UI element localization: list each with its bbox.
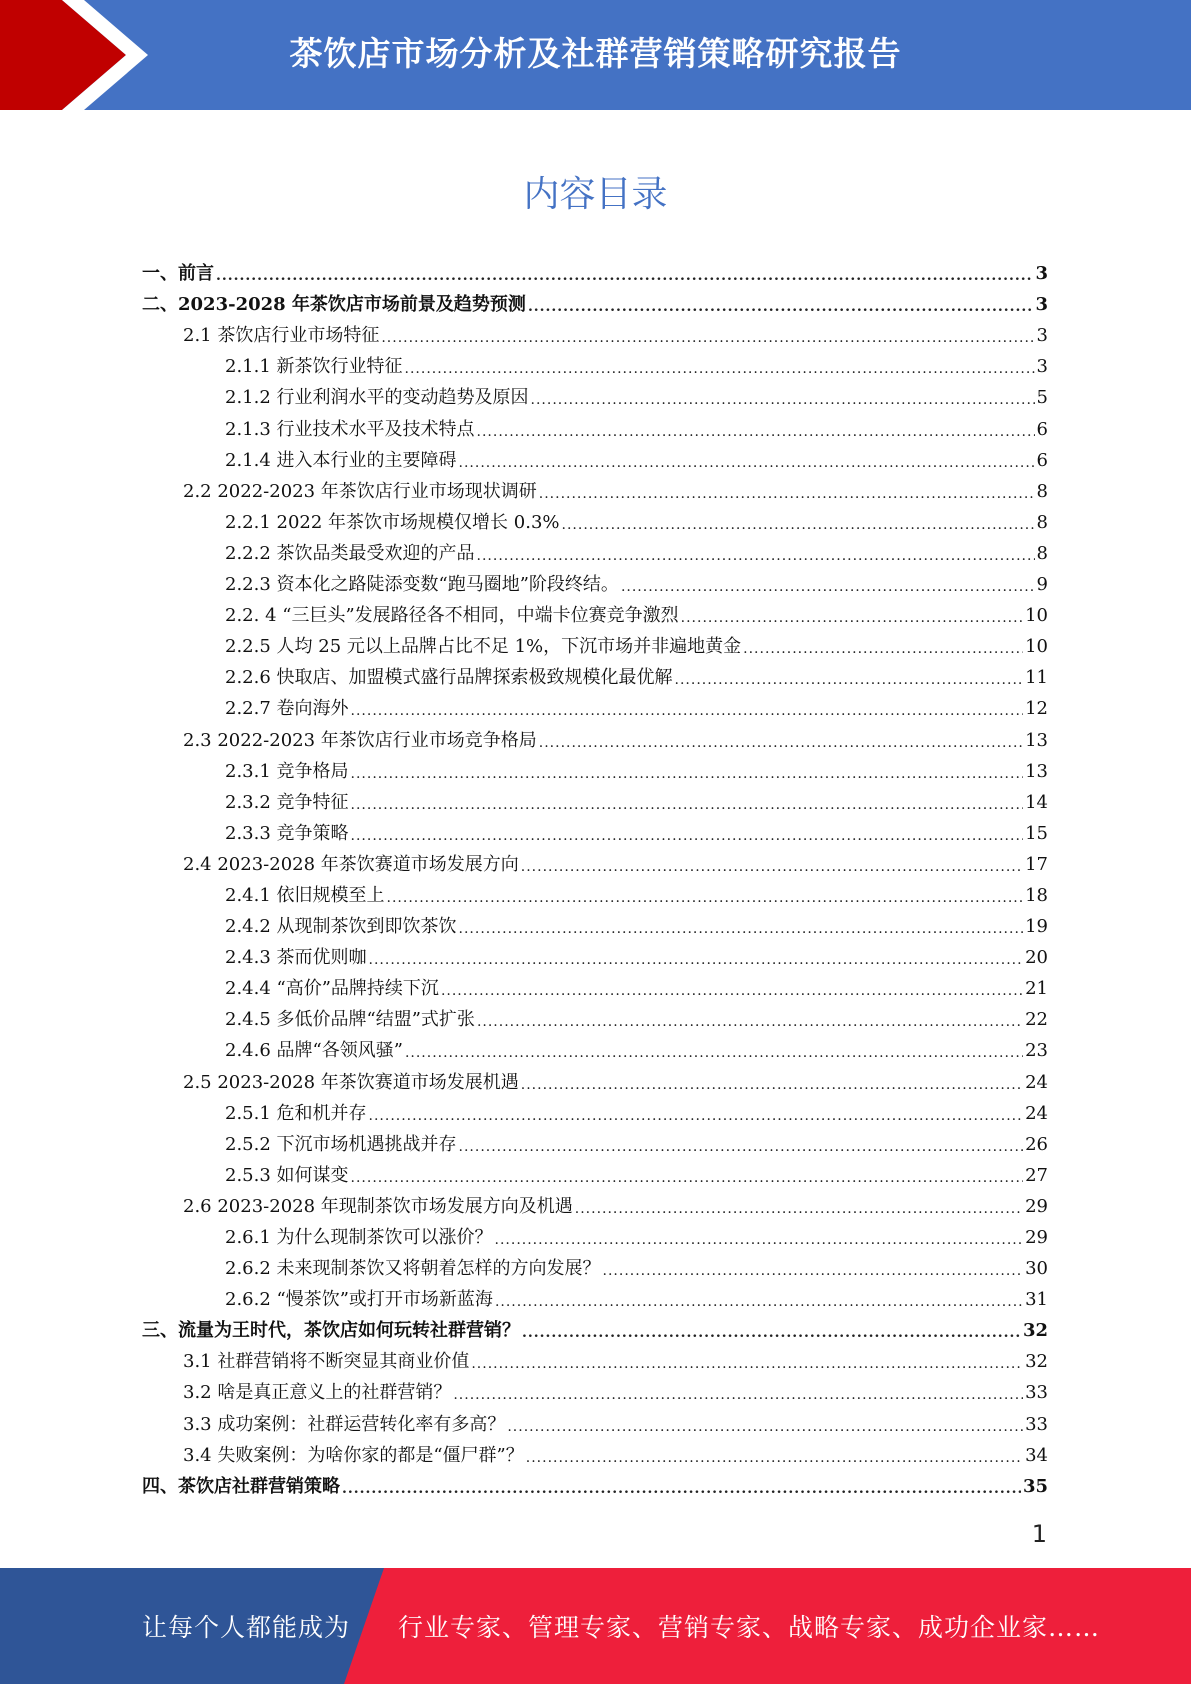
- toc-entry-title: 2.2 2022-2023 年茶饮店行业市场现状调研: [183, 480, 537, 502]
- toc-entry-title: 2.4.4 “高价”品牌持续下沉: [225, 978, 439, 1000]
- toc-entry-title: 2.4.6 品牌“各领风骚”: [225, 1040, 403, 1062]
- toc-entry-page: 3: [1036, 325, 1048, 347]
- toc-entry-page: 5: [1036, 387, 1048, 409]
- toc-entry-page: 32: [1022, 1320, 1048, 1342]
- toc-entry-title: 2.5 2023-2028 年茶饮赛道市场发展机遇: [183, 1071, 519, 1093]
- toc-entry-title: 2.5.1 危和机并存: [225, 1102, 367, 1124]
- toc-dot-leader: [521, 858, 1023, 876]
- toc-entry-title: 2.1.4 进入本行业的主要障碍: [225, 449, 457, 471]
- toc-dot-leader: [562, 516, 1035, 534]
- toc-dot-leader: [381, 329, 1034, 347]
- toc-entry[interactable]: [142, 752, 1048, 783]
- toc-entry-page: 13: [1025, 729, 1048, 751]
- toc-dot-leader: [531, 391, 1035, 409]
- toc-entry-title: 2.1.3 行业技术水平及技术特点: [225, 418, 475, 440]
- toc-entry-page: 18: [1025, 884, 1048, 906]
- toc-entry-page: 34: [1025, 1444, 1048, 1466]
- toc-dot-leader: [453, 1386, 1023, 1404]
- toc-entry-title: 2.6.1 为什么现制茶饮可以涨价？: [225, 1227, 493, 1248]
- toc-entry-title: 2.4.3 茶而优则咖: [225, 947, 367, 969]
- toc-entry-page: 10: [1025, 605, 1048, 627]
- toc-dot-leader: [459, 454, 1035, 472]
- toc-entry-title: 2.6.2 “慢茶饮”或打开市场新蓝海: [225, 1289, 493, 1311]
- toc-dot-leader: [539, 485, 1035, 503]
- toc-entry[interactable]: [142, 1342, 1048, 1373]
- toc-entry-title: 2.4.1 依旧规模至上: [225, 884, 385, 906]
- toc-dot-leader: [743, 640, 1023, 658]
- toc-entry-title: 2.2. 4 “三巨头”发展路径各不相同，中端卡位赛竞争激烈: [225, 605, 679, 627]
- toc-dot-leader: [526, 1449, 1023, 1467]
- toc-entry[interactable]: [142, 720, 1048, 751]
- toc-dot-leader: [507, 1418, 1023, 1436]
- toc-dot-leader: [405, 360, 1035, 378]
- toc-entry-page: 23: [1025, 1040, 1048, 1062]
- toc-dot-leader: [459, 920, 1024, 938]
- toc-dot-leader: [387, 889, 1024, 907]
- toc-entry[interactable]: [142, 1125, 1048, 1156]
- toc-entry-title: 3.2 啥是真正意义上的社群营销？: [183, 1382, 452, 1404]
- toc-entry-page: 24: [1025, 1071, 1048, 1093]
- toc-entry-page: 22: [1025, 1009, 1048, 1031]
- toc-entry[interactable]: [142, 316, 1048, 347]
- toc-entry[interactable]: [142, 1094, 1048, 1125]
- page-footer: [0, 1568, 1191, 1684]
- footer-slogan-left: 让每个人都能成为: [142, 1613, 351, 1642]
- toc-entry-title: 四、茶饮店社群营销策略: [142, 1475, 340, 1497]
- toc-entry[interactable]: [142, 627, 1048, 658]
- toc-entry[interactable]: [142, 907, 1048, 938]
- toc-entry[interactable]: [142, 596, 1048, 627]
- toc-entry-title: 2.5.2 下沉市场机遇挑战并存: [225, 1133, 457, 1155]
- toc-entry-page: 6: [1036, 418, 1048, 440]
- toc-entry-title: 3.1 社群营销将不断突显其商业价值: [183, 1351, 470, 1373]
- toc-entry[interactable]: [142, 1436, 1048, 1467]
- toc-entry-title: 2.3.2 竞争特征: [225, 791, 349, 813]
- toc-entry[interactable]: [142, 689, 1048, 720]
- toc-dot-leader: [528, 298, 1034, 316]
- toc-dot-leader: [405, 1044, 1023, 1062]
- toc-entry-title: 2.3.3 竞争策略: [225, 822, 349, 844]
- toc-entry-page: 35: [1022, 1475, 1048, 1497]
- toc-entry-title: 2.1 茶饮店行业市场特征: [183, 325, 380, 347]
- toc-entry-page: 6: [1036, 449, 1048, 471]
- toc-entry-title: 2.2.7 卷向海外: [225, 698, 349, 720]
- toc-dot-leader: [621, 578, 1035, 596]
- toc-entry-page: 27: [1025, 1164, 1048, 1186]
- toc-entry-title: 2.2.1 2022 年茶饮市场规模仅增长 0.3%: [225, 511, 560, 533]
- toc-entry-page: 17: [1025, 853, 1048, 875]
- toc-dot-leader: [521, 1076, 1023, 1094]
- toc-entry-page: 10: [1025, 636, 1048, 658]
- toc-entry-page: 19: [1025, 916, 1048, 938]
- toc-dot-leader: [603, 1262, 1024, 1280]
- toc-heading: 内容目录: [523, 174, 668, 215]
- toc-entry-page: 30: [1025, 1258, 1048, 1280]
- toc-entry-title: 2.3.1 竞争格局: [225, 760, 349, 782]
- toc-entry[interactable]: [142, 1280, 1048, 1311]
- toc-dot-leader: [477, 423, 1035, 441]
- toc-entry[interactable]: [142, 876, 1048, 907]
- toc-entry-page: 13: [1025, 760, 1048, 782]
- report-title: 茶饮店市场分析及社群营销策略研究报告: [289, 34, 902, 73]
- toc-entry-title: 2.3 2022-2023 年茶饮店行业市场竞争格局: [183, 729, 537, 751]
- toc-dot-leader: [539, 734, 1023, 752]
- toc-entry[interactable]: [142, 1249, 1048, 1280]
- toc-entry-title: 2.4.2 从现制茶饮到即饮茶饮: [225, 916, 457, 938]
- toc-entry-page: 33: [1025, 1413, 1048, 1435]
- toc-entry[interactable]: [142, 783, 1048, 814]
- toc-entry-page: 24: [1025, 1102, 1048, 1124]
- toc-entry[interactable]: [142, 1218, 1048, 1249]
- toc-entry-title: 2.4.5 多低价品牌“结盟”式扩张: [225, 1009, 475, 1031]
- toc-entry-page: 11: [1025, 667, 1048, 689]
- toc-entry-page: 12: [1025, 698, 1048, 720]
- toc-entry-page: 8: [1036, 480, 1048, 502]
- toc-entry[interactable]: [142, 565, 1048, 596]
- toc-entry-page: 29: [1025, 1227, 1048, 1248]
- toc-dot-leader: [675, 671, 1024, 689]
- toc-entry[interactable]: [142, 409, 1048, 440]
- toc-entry[interactable]: [142, 1311, 1048, 1342]
- toc-entry[interactable]: [142, 814, 1048, 845]
- toc-entry-page: 8: [1036, 542, 1048, 564]
- toc-entry-page: 3: [1036, 356, 1048, 378]
- toc-dot-leader: [477, 1013, 1023, 1031]
- toc-dot-leader: [351, 796, 1024, 814]
- toc-dot-leader: [522, 1324, 1021, 1342]
- toc-entry-page: 3: [1035, 263, 1048, 285]
- toc-entry[interactable]: [142, 1467, 1048, 1498]
- toc-entry-page: 21: [1025, 978, 1048, 1000]
- toc-entry-title: 2.1.2 行业利润水平的变动趋势及原因: [225, 387, 529, 409]
- toc-entry-title: 2.6 2023-2028 年现制茶饮市场发展方向及机遇: [183, 1195, 573, 1217]
- toc-entry[interactable]: [142, 1000, 1048, 1031]
- toc-entry[interactable]: [142, 503, 1048, 534]
- toc-entry[interactable]: [142, 1187, 1048, 1218]
- toc-entry-title: 2.1.1 新茶饮行业特征: [225, 356, 403, 378]
- page-number: 1: [1031, 1520, 1047, 1548]
- toc-entry-page: 15: [1025, 822, 1048, 844]
- toc-dot-leader: [495, 1231, 1024, 1249]
- toc-entry[interactable]: [142, 1404, 1048, 1435]
- toc-entry-title: 2.2.3 资本化之路陡添变数“跑马圈地”阶段终结。: [225, 574, 619, 596]
- toc-entry-page: 33: [1025, 1382, 1048, 1404]
- toc-dot-leader: [477, 547, 1035, 565]
- toc-entry-page: 29: [1025, 1195, 1048, 1217]
- toc-dot-leader: [216, 267, 1033, 285]
- toc-entry-title: 3.4 失败案例：为啥你家的都是“僵尸群”？: [183, 1444, 524, 1466]
- toc-entry[interactable]: [142, 938, 1048, 969]
- page-header: [0, 0, 1191, 110]
- toc-entry[interactable]: [142, 378, 1048, 409]
- toc-entry-page: 20: [1025, 947, 1048, 969]
- toc-entry-title: 一、前言: [142, 263, 214, 285]
- toc-entry-page: 8: [1036, 511, 1048, 533]
- toc-dot-leader: [351, 827, 1024, 845]
- toc-dot-leader: [351, 765, 1024, 783]
- footer-slogan-right: 行业专家、管理专家、营销专家、战略专家、成功企业家……: [398, 1613, 1101, 1642]
- toc-dot-leader: [369, 1107, 1024, 1125]
- toc-entry-page: 9: [1036, 574, 1048, 596]
- toc-entry-title: 二、2023-2028 年茶饮店市场前景及趋势预测: [142, 294, 526, 316]
- toc-entry[interactable]: [142, 285, 1048, 316]
- toc-entry[interactable]: [142, 1373, 1048, 1404]
- toc-dot-leader: [681, 609, 1023, 627]
- toc-entry-title: 2.2.2 茶饮品类最受欢迎的产品: [225, 542, 475, 564]
- toc-entry[interactable]: [142, 1062, 1048, 1093]
- toc-entry[interactable]: [142, 969, 1048, 1000]
- toc-entry-page: 14: [1025, 791, 1048, 813]
- toc-entry-title: 2.6.2 未来现制茶饮又将朝着怎样的方向发展？: [225, 1258, 601, 1280]
- toc-entry-title: 3.3 成功案例：社群运营转化率有多高？: [183, 1413, 506, 1435]
- toc-entry-title: 三、流量为王时代，茶饮店如何玩转社群营销？: [142, 1320, 520, 1342]
- toc-dot-leader: [369, 951, 1024, 969]
- toc-entry-page: 3: [1035, 294, 1048, 316]
- toc-dot-leader: [351, 1169, 1024, 1187]
- toc-dot-leader: [342, 1480, 1021, 1498]
- toc-entry-page: 32: [1025, 1351, 1048, 1373]
- toc-entry[interactable]: [142, 472, 1048, 503]
- toc-entry-page: 26: [1025, 1133, 1048, 1155]
- toc-entry[interactable]: [142, 534, 1048, 565]
- toc-entry-page: 31: [1025, 1289, 1048, 1311]
- toc-entry[interactable]: [142, 1156, 1048, 1187]
- toc-dot-leader: [495, 1293, 1023, 1311]
- toc-entry[interactable]: [142, 845, 1048, 876]
- toc-entry-title: 2.4 2023-2028 年茶饮赛道市场发展方向: [183, 853, 519, 875]
- toc-entry-title: 2.2.6 快取店、加盟模式盛行品牌探索极致规模化最优解: [225, 667, 673, 689]
- toc-dot-leader: [441, 982, 1023, 1000]
- toc-dot-leader: [351, 702, 1024, 720]
- toc-dot-leader: [471, 1355, 1023, 1373]
- toc-dot-leader: [575, 1200, 1023, 1218]
- toc-entry[interactable]: [142, 347, 1048, 378]
- toc-entry[interactable]: [142, 1031, 1048, 1062]
- toc-entry-title: 2.2.5 人均 25 元以上品牌占比不足 1%，下沉市场并非遍地黄金: [225, 636, 742, 658]
- table-of-contents: [142, 254, 1048, 1498]
- toc-entry[interactable]: [142, 658, 1048, 689]
- toc-entry[interactable]: [142, 254, 1048, 285]
- toc-entry-title: 2.5.3 如何谋变: [225, 1164, 349, 1186]
- toc-dot-leader: [459, 1138, 1024, 1156]
- toc-entry[interactable]: [142, 441, 1048, 472]
